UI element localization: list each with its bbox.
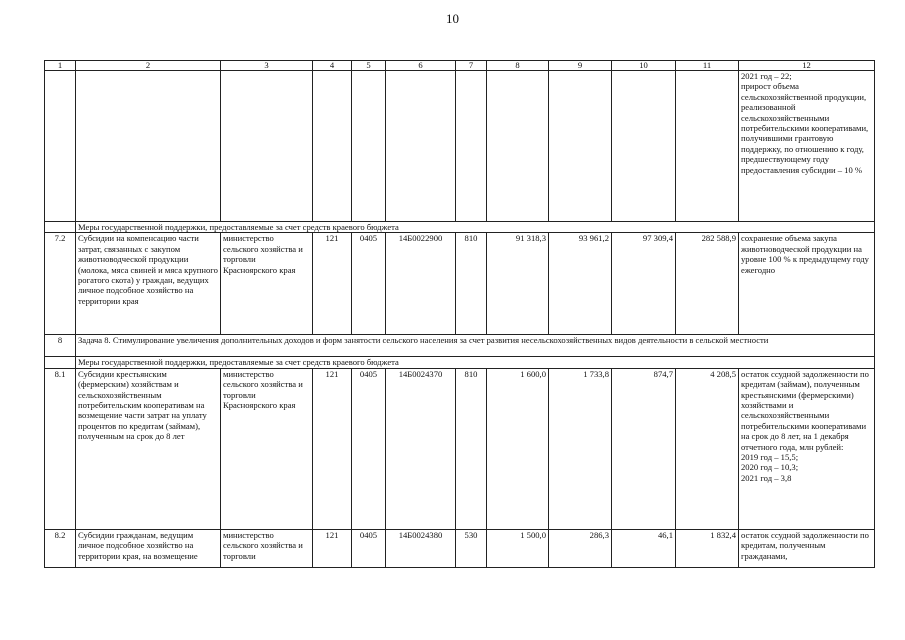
row-number: 8.1 — [45, 368, 76, 529]
amount-cell: 1 500,0 — [487, 529, 549, 567]
col-6-header: 6 — [386, 61, 456, 71]
row-number: 8.2 — [45, 529, 76, 567]
code-cell: 810 — [456, 368, 487, 529]
code-cell: 0405 — [352, 233, 386, 335]
amount-cell: 286,3 — [549, 529, 612, 567]
col-5-header: 5 — [352, 61, 386, 71]
responsible-ministry: министерство сельского хозяйства и торговли Красноярского края — [221, 368, 313, 529]
result-indicator-cell: сохранение объема закупа животноводческой продукции на уровне 100 % к предыдущему году ежегодно — [739, 233, 875, 335]
result-indicator-cell: остаток ссудной задолженности по кредитам (займам), полученным крестьянскими (фермерскими) хозяйствами и сельскохозяйственными потребительскими кооперативами на срок до 8 лет, на 1 декабря отчетного года, млн рублей: 2019 год – 15,5; 2020 год – 10,3; 2021 год – 3,8 — [739, 368, 875, 529]
task-number: 8 — [45, 335, 76, 357]
amount-cell: 1 733,8 — [549, 368, 612, 529]
col-12-header: 12 — [739, 61, 875, 71]
section-row — [45, 222, 875, 233]
col-10-header: 10 — [612, 61, 676, 71]
page-number: 10 — [446, 11, 459, 26]
amount-cell: 1 832,4 — [676, 529, 739, 567]
header-row — [45, 61, 875, 71]
amount-cell: 97 309,4 — [612, 233, 676, 335]
code-cell: 14Б0024380 — [386, 529, 456, 567]
table-row — [45, 233, 875, 335]
table-row-continuation — [45, 71, 875, 222]
amount-cell: 282 588,9 — [676, 233, 739, 335]
measure-name: Субсидии гражданам, ведущим личное подсобное хозяйство на территории края, на возмещение — [76, 529, 221, 567]
code-cell: 121 — [313, 368, 352, 529]
task-row — [45, 335, 875, 357]
col-4-header: 4 — [313, 61, 352, 71]
table-row — [45, 368, 875, 529]
responsible-ministry: министерство сельского хозяйства и торговли Красноярского края — [221, 233, 313, 335]
row-number: 7.2 — [45, 233, 76, 335]
section-heading: Меры государственной поддержки, предоставляемые за счет средств краевого бюджета — [76, 357, 875, 368]
code-cell: 810 — [456, 233, 487, 335]
amount-cell: 46,1 — [612, 529, 676, 567]
measure-name: Субсидии на компенсацию части затрат, связанных с закупом животноводческой продукции (молока, мяса свиней и мяса крупного рогатого скота) у граждан, ведущих личное подсобное хозяйство на территории края — [76, 233, 221, 335]
result-indicator-cell: остаток ссудной задолженности по кредитам, полученным гражданами, — [739, 529, 875, 567]
table-row — [45, 529, 875, 567]
code-cell: 121 — [313, 233, 352, 335]
col-3-header: 3 — [221, 61, 313, 71]
code-cell: 0405 — [352, 368, 386, 529]
task-heading: Задача 8. Стимулирование увеличения дополнительных доходов и форм занятости сельского населения за счет развития несельскохозяйственных видов деятельности в сельской местности — [76, 335, 875, 357]
code-cell: 14Б0022900 — [386, 233, 456, 335]
amount-cell: 4 208,5 — [676, 368, 739, 529]
amount-cell: 874,7 — [612, 368, 676, 529]
section-row — [45, 357, 875, 368]
amount-cell: 91 318,3 — [487, 233, 549, 335]
col-11-header: 11 — [676, 61, 739, 71]
measure-name: Субсидии крестьянским (фермерским) хозяйствам и сельскохозяйственным потребительским кооперативам на возмещение части затрат на уплату процентов по кредитам (займам), полученным на срок до 8 лет — [76, 368, 221, 529]
col-1-header: 1 — [45, 61, 76, 71]
program-measures-table — [44, 60, 875, 568]
amount-cell: 93 961,2 — [549, 233, 612, 335]
code-cell: 14Б0024370 — [386, 368, 456, 529]
amount-cell: 1 600,0 — [487, 368, 549, 529]
code-cell: 121 — [313, 529, 352, 567]
col-2-header: 2 — [76, 61, 221, 71]
responsible-ministry: министерство сельского хозяйства и торговли — [221, 529, 313, 567]
col-7-header: 7 — [456, 61, 487, 71]
section-heading: Меры государственной поддержки, предоставляемые за счет средств краевого бюджета — [76, 222, 875, 233]
code-cell: 530 — [456, 529, 487, 567]
result-indicator-cell: 2021 год – 22; прирост объема сельскохозяйственной продукции, реализованной сельскохозяйственными потребительскими кооперативами, получившими грантовую поддержку, по отношению к году, предшествующему году предоставления субсидии – 10 % — [739, 71, 875, 222]
col-9-header: 9 — [549, 61, 612, 71]
code-cell: 0405 — [352, 529, 386, 567]
col-8-header: 8 — [487, 61, 549, 71]
